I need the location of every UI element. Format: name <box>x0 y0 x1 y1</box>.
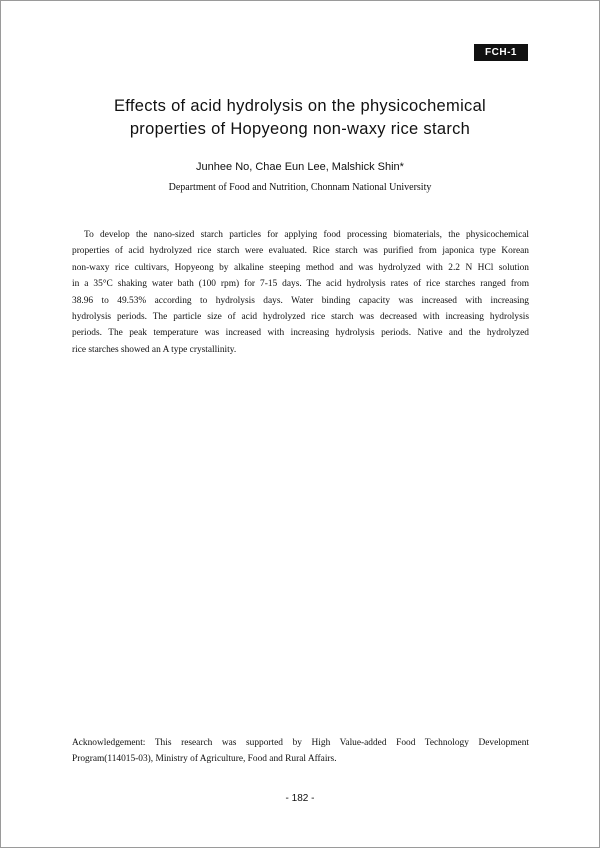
abstract-body <box>72 227 529 358</box>
abstract-line: properties of acid hydrolyzed rice starch were evaluated. Rice starch was purified from japonica type Korean <box>72 246 529 257</box>
title-line-2: properties of Hopyeong non-waxy rice starch <box>129 120 471 138</box>
abstract-line: hydrolysis periods. The particle size of acid hydrolyzed rice starch was decreased with increasing hydrolysis <box>72 311 529 322</box>
paper-title <box>60 95 540 141</box>
abstract-line: To develop the nano-sized starch particles for applying food processing biomaterials, the physicochemical <box>84 230 529 240</box>
acknowledgement-line-2: Program(114015-03), Ministry of Agriculture, Food and Rural Affairs. <box>72 754 337 765</box>
abstract-line: periods. The peak temperature was increased with increasing hydrolysis periods. Native and the hydrolyzed <box>72 328 529 339</box>
title-line-1: Effects of acid hydrolysis on the physicochemical <box>113 97 487 115</box>
acknowledgement-line-1: Acknowledgement: This research was supported by High Value-added Food Technology Development <box>72 738 529 748</box>
page-number: - 182 - <box>285 793 315 804</box>
session-code-badge: FCH-1 <box>474 44 528 61</box>
affiliation: Department of Food and Nutrition, Chonnam National University <box>168 182 432 193</box>
abstract-line: in a 35°C shaking water bath (100 rpm) for 7-15 days. The acid hydrolysis rates of rice starches ranged from <box>72 279 529 290</box>
author-list: Junhee No, Chae Eun Lee, Malshick Shin* <box>196 161 404 173</box>
abstract-line: 38.96 to 49.53% according to hydrolysis days. Water binding capacity was increased with increasing <box>72 295 529 306</box>
abstract-line: non-waxy rice cultivars, Hopyeong by alkaline steeping method and was hydrolyzed with 2.2 N HCl solution <box>72 262 529 273</box>
abstract-line: rice starches showed an A type crystallinity. <box>72 344 237 355</box>
acknowledgement <box>72 735 529 768</box>
